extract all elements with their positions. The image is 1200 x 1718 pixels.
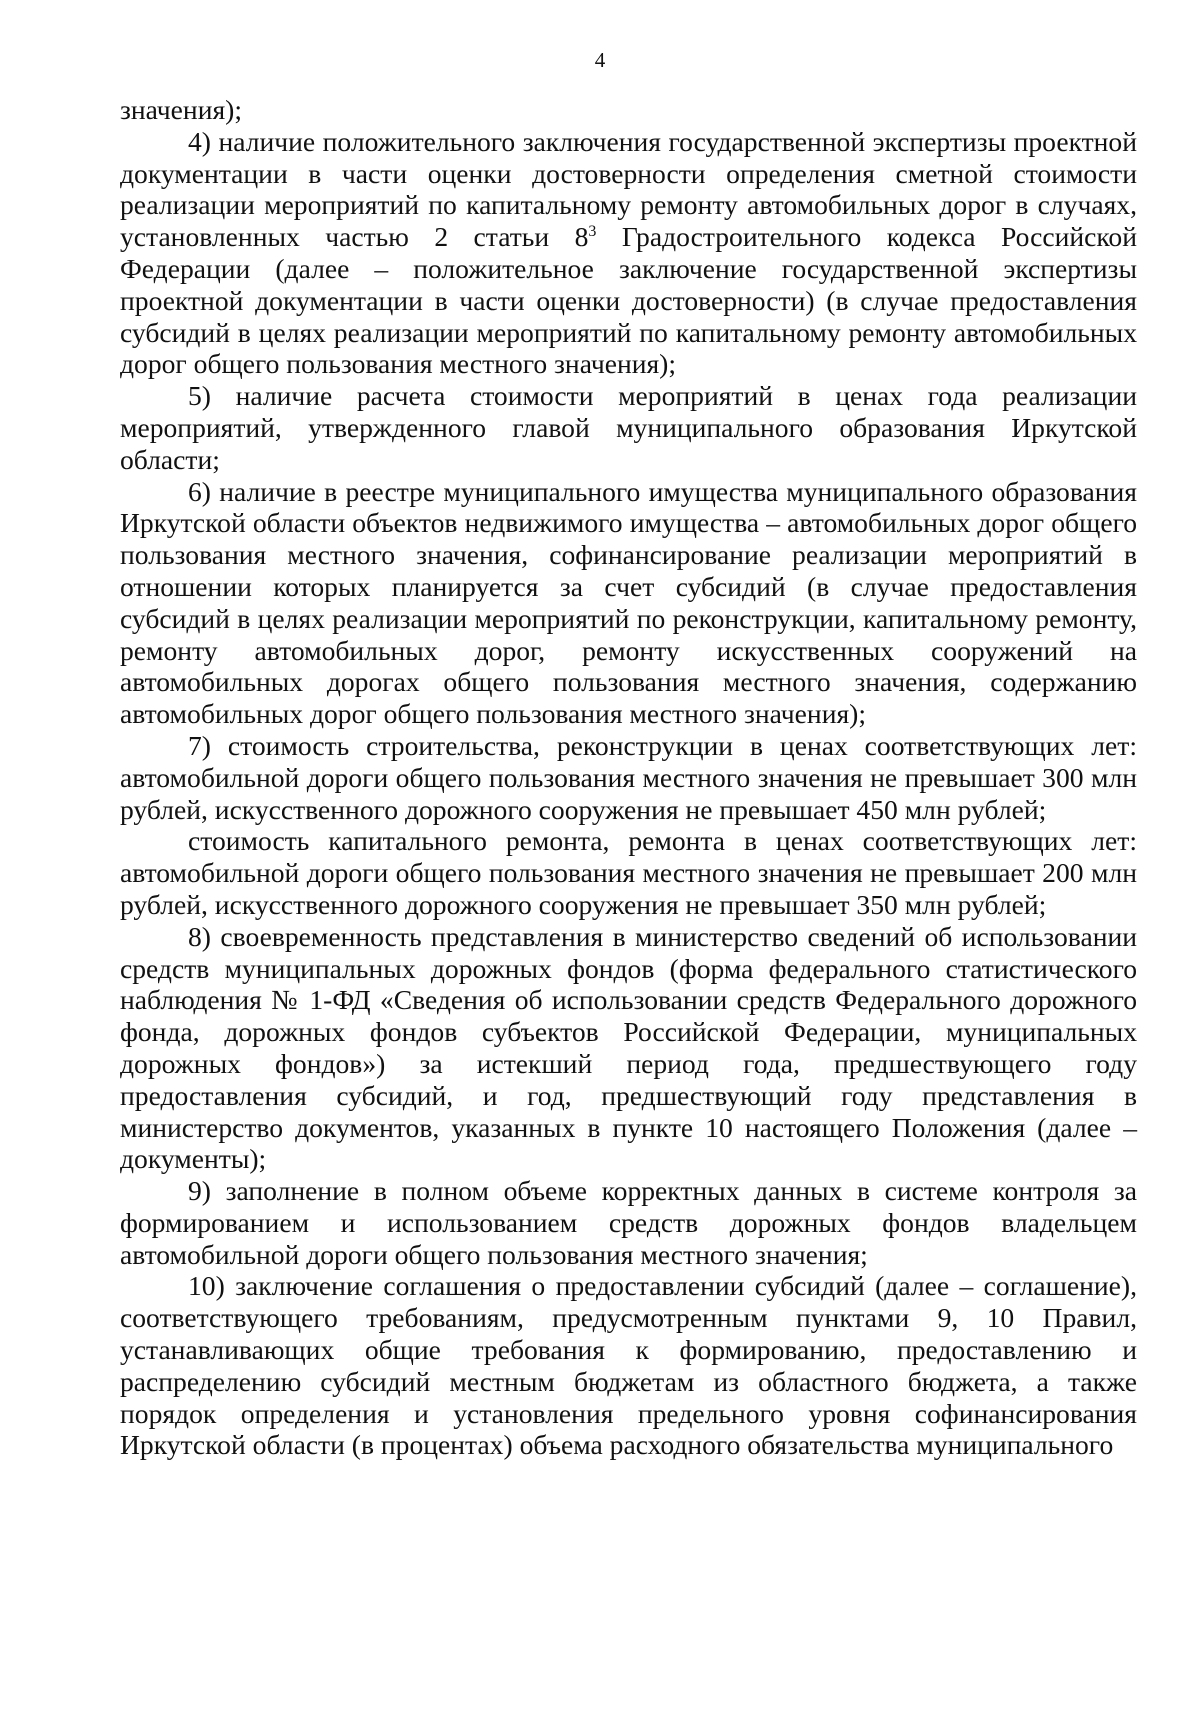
document-body bbox=[120, 94, 1137, 1461]
paragraph-item-8: 8) своевременность представления в министерство сведений об использовании средств муниципальных дорожных фондов (форма федерального статистического наблюдения № 1-ФД «Сведения об использовании средств Федерального дорожного фонда, дорожных фондов субъектов Российской Федерации, муниципальных дорожных фондов») за истекший период года, предшествующего году предоставления субсидий, и год, предшествующий году представления в министерство документов, указанных в пункте 10 настоящего Положения (далее – документы); bbox=[120, 920, 1137, 1175]
paragraph-item-7: 7) стоимость строительства, реконструкции в ценах соответствующих лет: автомобильной дороги общего пользования местного значения не превышает 300 млн рублей, искусственного дорожного сооружения не превышает 450 млн рублей; bbox=[120, 729, 1137, 825]
superscript-3: 3 bbox=[588, 223, 597, 240]
paragraph-item-10: 10) заключение соглашения о предоставлении субсидий (далее – соглашение), соответствующего требованиям, предусмотренным пунктами 9, 10 Правил, устанавливающих общие требования к формированию, предоставлению и распределению субсидий местным бюджетам из областного бюджета, а также порядок определения и установления предельного уровня софинансирования Иркутской области (в процентах) объема расходного обязательства муниципального bbox=[120, 1270, 1137, 1461]
paragraph-item-5: 5) наличие расчета стоимости мероприятий в ценах года реализации мероприятий, утвержденного главой муниципального образования Иркутской области; bbox=[120, 380, 1137, 475]
paragraph-item-4-text: 4) наличие положительного заключения государственной экспертизы проектной документации в части оценки достоверности определения сметной стоимости реализации мероприятий по капитальному ремонту автомобильных дорог в случаях, установленных частью 2 статьи 8 bbox=[120, 125, 1137, 253]
paragraph-continuation: значения); bbox=[120, 94, 243, 125]
paragraph-item-7-continued: стоимость капитального ремонта, ремонта в ценах соответствующих лет: автомобильной дороги общего пользования местного значения не превышает 200 млн рублей, искусственного дорожного сооружения не превышает 350 млн рублей; bbox=[120, 825, 1137, 920]
paragraph-item-4-text-cont: Градостроительного кодекса Российской Федерации (далее – положительное заключение государственной экспертизы проектной документации в части оценки достоверности) (в случае предоставления субсидий в целях реализации мероприятий по капитальному ремонту автомобильных дорог общего пользования местного значения); bbox=[120, 221, 1137, 380]
page-number: 4 bbox=[594, 48, 606, 72]
paragraph-item-9: 9) заполнение в полном объеме корректных данных в системе контроля за формированием и использованием средств дорожных фондов владельцем автомобильной дороги общего пользования местного значения; bbox=[120, 1175, 1137, 1270]
paragraph-item-6: 6) наличие в реестре муниципального имущества муниципального образования Иркутской области объектов недвижимого имущества – автомобильных дорог общего пользования местного значения, софинансирование реализации мероприятий в отношении которых планируется за счет субсидий (в случае предоставления субсидий в целях реализации мероприятий по реконструкции, капитальному ремонту, ремонту автомобильных дорог, ремонту искусственных сооружений на автомобильных дорогах общего пользования местного значения, содержанию автомобильных дорог общего пользования местного значения); bbox=[120, 475, 1137, 730]
paragraph-item-4 bbox=[120, 126, 1137, 380]
